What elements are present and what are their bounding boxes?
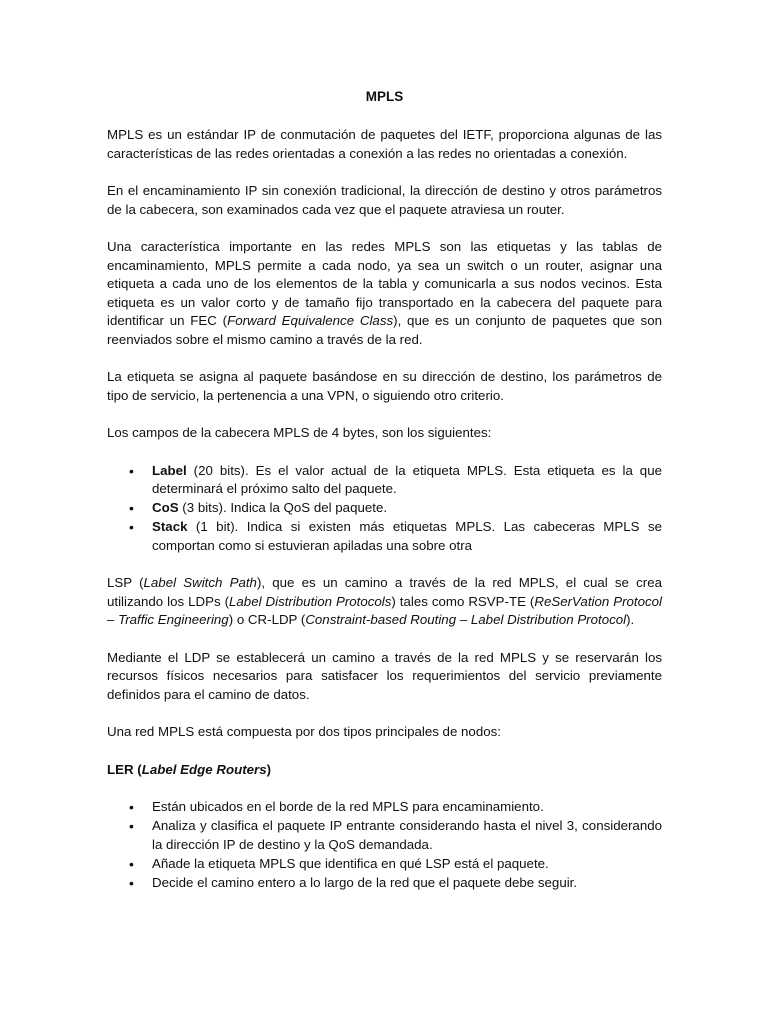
ldp-term: Label Distribution Protocols <box>229 593 392 609</box>
paragraph-node-types: Una red MPLS está compuesta por dos tipos principales de nodos: <box>107 724 501 739</box>
field-text: (20 bits). Es el valor actual de la etiqueta MPLS. Esta etiqueta es la que determinará el próximo salto del paquete. <box>152 462 662 496</box>
list-item <box>129 499 662 518</box>
text-run: ) o CR-LDP ( <box>228 612 306 627</box>
bullet-icon: • <box>129 799 134 815</box>
field-text: (3 bits). Indica la QoS del paquete. <box>178 500 388 515</box>
text-run: LER ( <box>107 761 142 777</box>
paragraph-intro: MPLS es un estándar IP de conmutación de paquetes del IETF, proporciona algunas de las características de las redes orientadas a conexión a las redes no orientadas a conexión. <box>107 127 662 161</box>
paragraph-labels <box>107 238 662 349</box>
list-item <box>129 817 662 854</box>
bullet-icon: • <box>129 519 134 535</box>
list-item-text: Están ubicados en el borde de la red MPLS para encaminamiento. <box>152 799 544 814</box>
field-text: (1 bit). Indica si existen más etiquetas MPLS. Las cabeceras MPLS se comportan como si estuvieran apiladas una sobre otra <box>152 519 662 553</box>
bullet-icon: • <box>129 500 134 516</box>
field-term: Label <box>152 462 187 478</box>
text-run: ), que es un conjunto de paquetes que son reenviados sobre el mismo camino a través de la red. <box>107 313 662 347</box>
text-run: ), que es un camino a través de la red MPLS, el cual se crea utilizando los LDPs ( <box>107 575 663 609</box>
text-run: LSP ( <box>107 575 144 590</box>
list-item <box>129 874 662 893</box>
paragraph-ip-routing: En el encaminamiento IP sin conexión tradicional, la dirección de destino y otros parámetros de la cabecera, son examinados cada vez que el paquete atraviesa un router. <box>107 183 662 217</box>
text-run: ). <box>626 612 635 627</box>
ler-list <box>107 798 662 892</box>
paragraph-ldp: Mediante el LDP se establecerá un camino a través de la red MPLS y se reservarán los recursos físicos necesarios para satisfacer los requerimientos del servicio previamente definidos para el camino de datos. <box>107 649 662 702</box>
paragraph-header-fields: Los campos de la cabecera MPLS de 4 bytes, son los siguientes: <box>107 425 492 440</box>
list-item-text: Decide el camino entero a lo largo de la red que el paquete debe seguir. <box>152 874 578 890</box>
document-title: MPLS <box>365 89 404 104</box>
ler-term: Label Edge Routers <box>141 761 267 777</box>
fec-term: Forward Equivalence Class <box>227 313 394 328</box>
list-item <box>129 855 662 874</box>
list-item <box>129 798 662 817</box>
paragraph-lsp <box>107 574 662 630</box>
bullet-icon: • <box>129 818 134 834</box>
field-term: Stack <box>152 519 188 534</box>
list-item-text: Analiza y clasifica el paquete IP entrante considerando hasta el nivel 3, considerando la dirección IP de destino y la QoS demandada. <box>152 818 662 852</box>
list-item-text: Añade la etiqueta MPLS que identifica en qué LSP está el paquete. <box>152 855 549 871</box>
paragraph-label-assignment: La etiqueta se asigna al paquete basándose en su dirección de destino, los parámetros de tipo de servicio, la pertenencia a una VPN, o siguiendo otro criterio. <box>107 369 662 403</box>
bullet-icon: • <box>129 462 134 479</box>
ler-heading <box>107 761 662 780</box>
list-item <box>129 518 662 555</box>
list-item <box>129 462 662 499</box>
crldp-term: Constraint-based Routing – Label Distribution Protocol <box>305 612 627 627</box>
header-fields-list <box>107 462 662 556</box>
field-term: CoS <box>152 500 179 515</box>
bullet-icon: • <box>129 855 134 872</box>
rsvp-term: ReSerVation Protocol – Traffic Engineering <box>107 593 662 627</box>
lsp-term: Label Switch Path <box>143 575 257 590</box>
text-run: ) <box>266 761 272 777</box>
bullet-icon: • <box>129 874 134 891</box>
text-run: ) tales como RSVP-TE ( <box>391 593 535 609</box>
text-run: Una característica importante en las redes MPLS son las etiquetas y las tablas de encaminamiento, MPLS permite a cada nodo, ya sea un switch o un router, asignar una etiqueta a cada uno de los elementos de la tabla y comunicarla a sus nodos vecinos. Esta etiqueta es un valor corto y de tamaño fijo transportado en la cabecera del paquete para identificar un FEC ( <box>107 239 662 328</box>
